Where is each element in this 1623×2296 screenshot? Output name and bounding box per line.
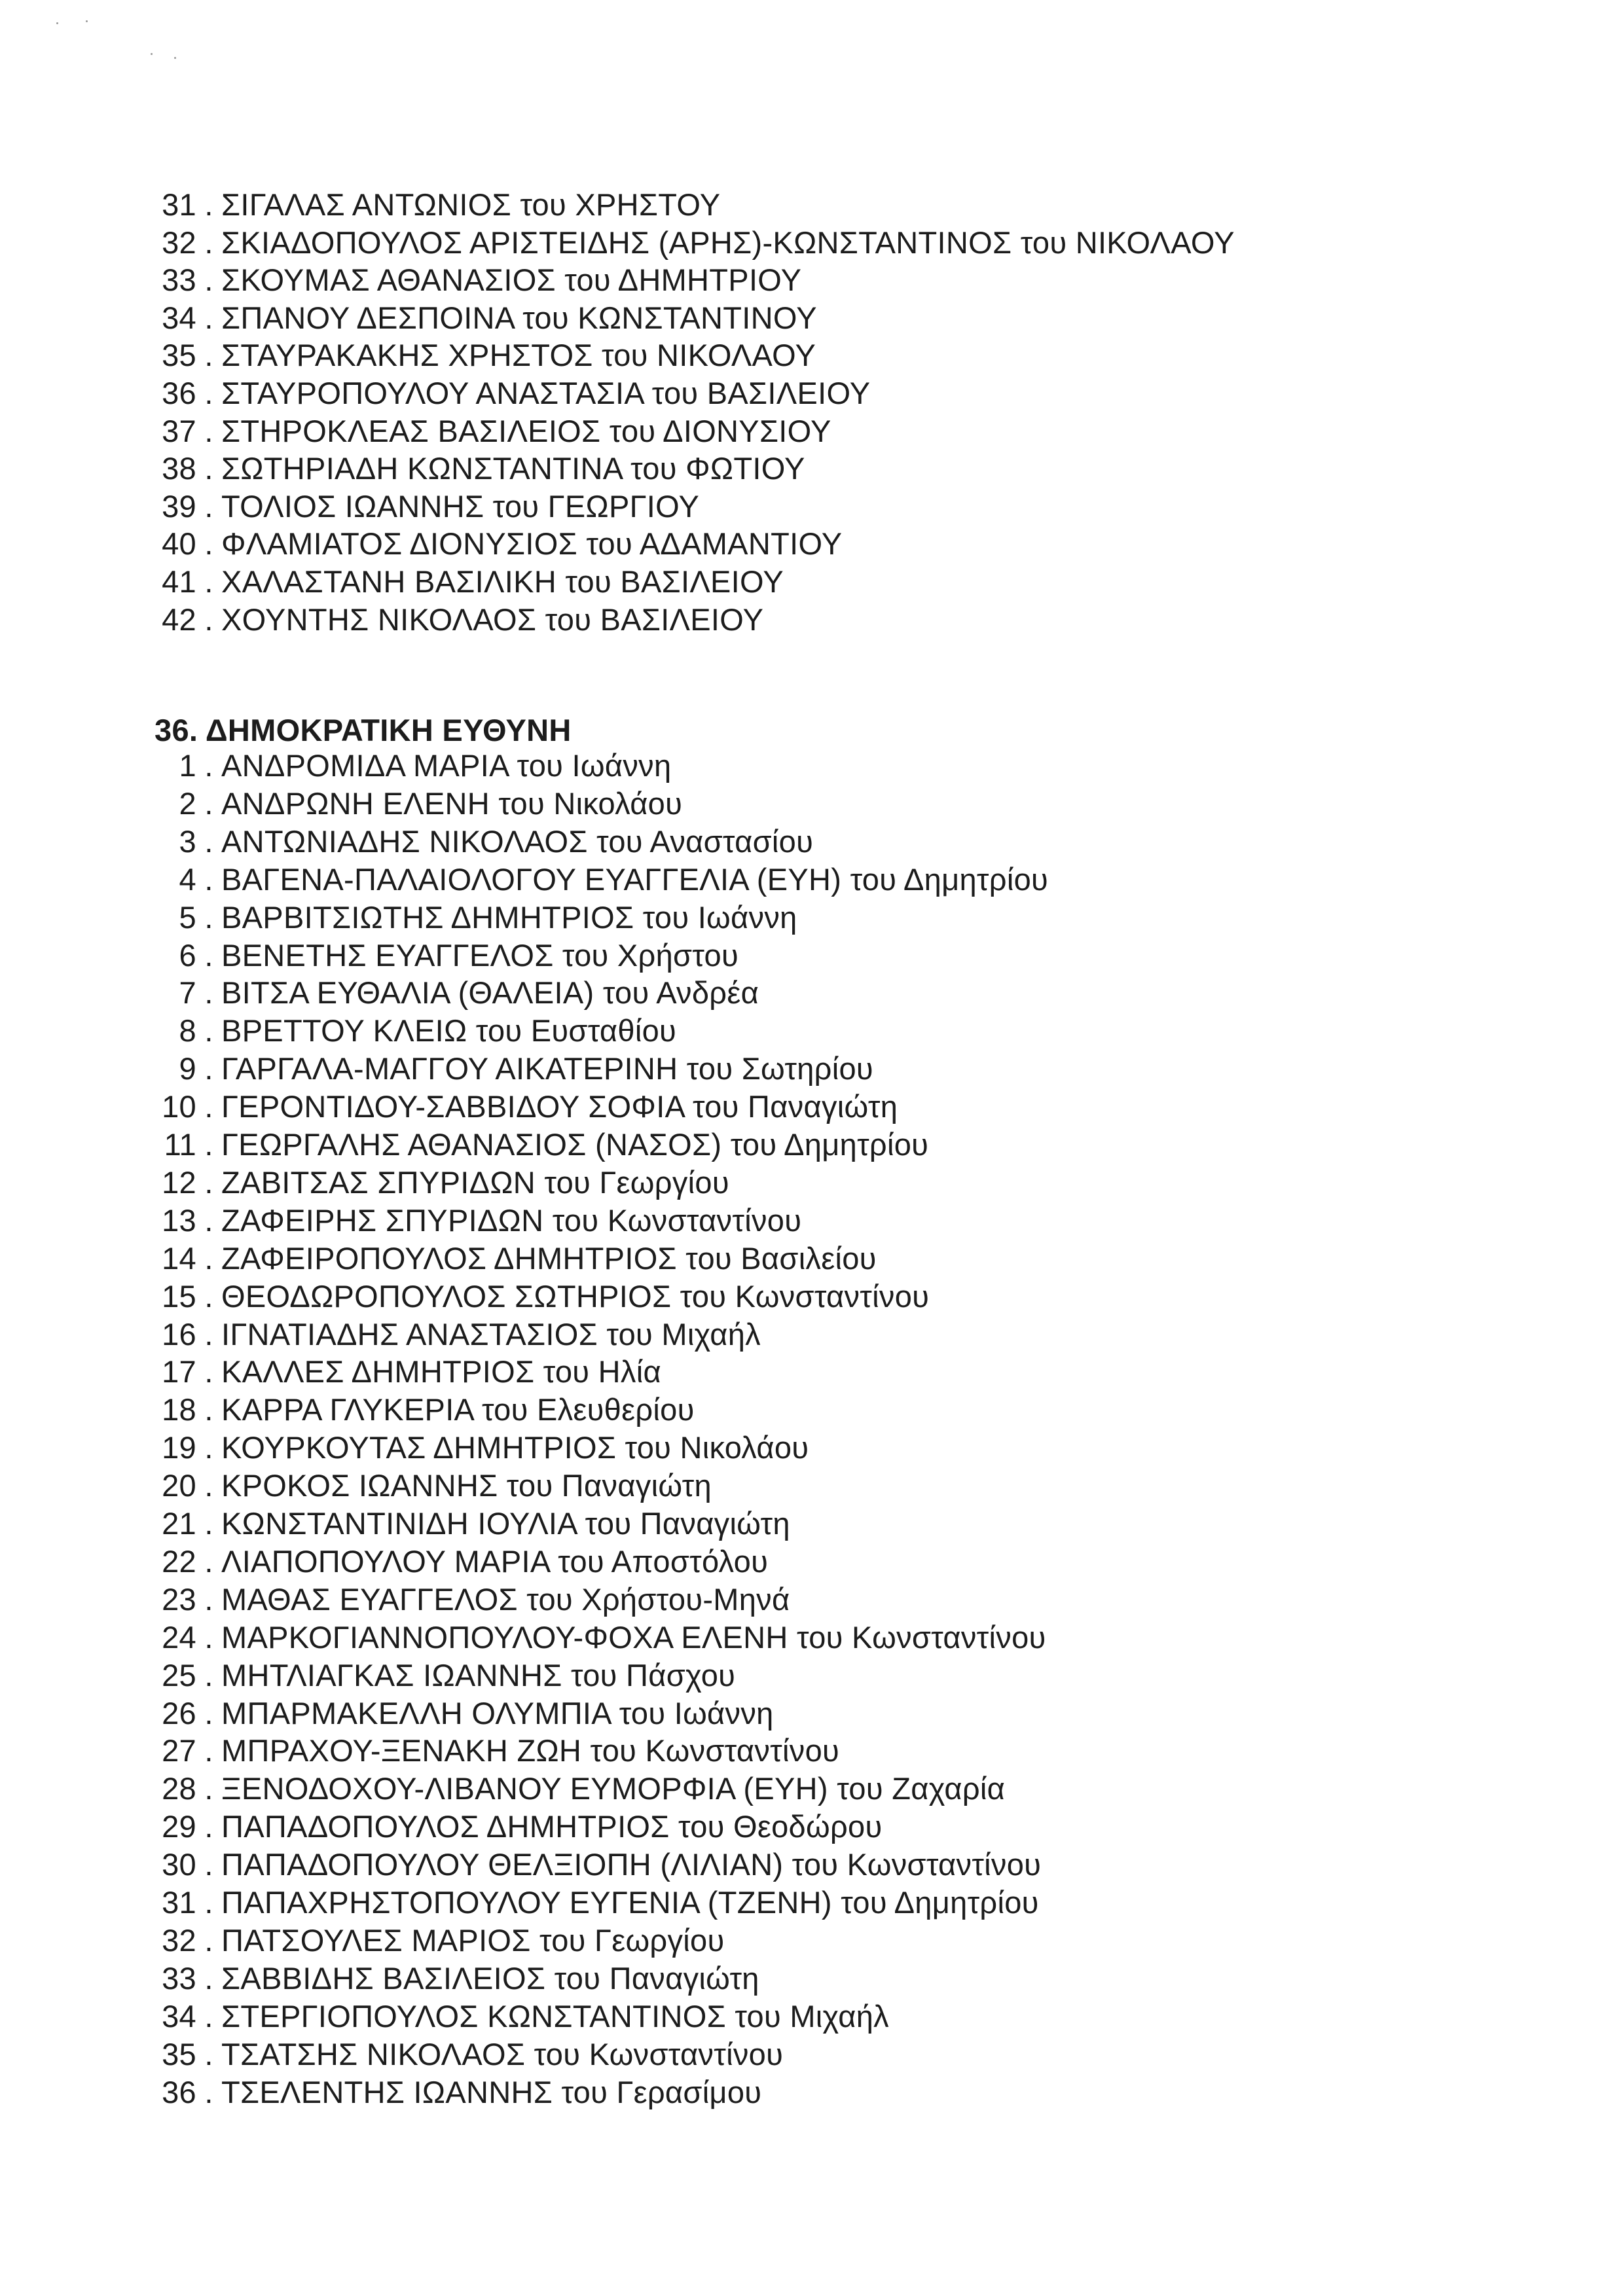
item-separator: . xyxy=(204,1885,213,1920)
item-separator: . xyxy=(204,823,213,859)
item-name: ΣΤΗΡΟΚΛΕΑΣ ΒΑΣΙΛΕΙΟΣ του ΔΙΟΝΥΣΙΟΥ xyxy=(221,413,831,448)
item-separator: . xyxy=(204,451,213,486)
item-number: 3 xyxy=(179,823,196,859)
item-number: 5 xyxy=(179,899,196,935)
list-item xyxy=(136,1126,928,1164)
item-separator: . xyxy=(204,564,213,599)
item-name: ΜΑΡΚΟΓΙΑΝΝΟΠΟΥΛΟΥ-ΦΟΧΑ ΕΛΕΝΗ του Κωνσταντίνου xyxy=(221,1619,1046,1655)
item-name: ΜΠΑΡΜΑΚΕΛΛΗ ΟΛΥΜΠΙΑ του Ιωάννη xyxy=(221,1695,774,1731)
item-number: 31 xyxy=(162,187,196,222)
item-name: ΤΣΕΛΕΝΤΗΣ ΙΩΑΝΝΗΣ του Γερασίμου xyxy=(221,2074,762,2109)
item-separator: . xyxy=(204,1127,213,1162)
scan-speck xyxy=(174,57,176,59)
item-number: 19 xyxy=(162,1430,196,1465)
list-item xyxy=(152,412,831,450)
list-item xyxy=(136,1846,1041,1884)
item-name: ΣΚΟΥΜΑΣ ΑΘΑΝΑΣΙΟΣ του ΔΗΜΗΤΡΙΟΥ xyxy=(221,262,802,298)
item-separator: . xyxy=(204,1468,213,1503)
item-name: ΒΕΝΕΤΗΣ ΕΥΑΓΓΕΛΟΣ του Χρήστου xyxy=(221,937,739,973)
item-separator: . xyxy=(204,338,213,373)
section-heading: 36. ΔΗΜΟΚΡΑΤΙΚΗ ΕΥΘΥΝΗ xyxy=(155,713,572,747)
list-item xyxy=(136,2036,783,2073)
list-item xyxy=(136,1391,695,1429)
item-number: 18 xyxy=(162,1392,196,1427)
list-item xyxy=(136,937,739,975)
item-number: 11 xyxy=(164,1127,196,1162)
item-separator: . xyxy=(204,224,213,260)
list-item xyxy=(136,785,682,823)
item-name: ΣΤΑΥΡΟΠΟΥΛΟΥ ΑΝΑΣΤΑΣΙΑ του ΒΑΣΙΛΕΙΟΥ xyxy=(221,376,871,410)
item-separator: . xyxy=(204,1809,213,1844)
item-separator: . xyxy=(204,1998,213,2034)
item-number: 12 xyxy=(162,1164,196,1200)
item-name: ΘΕΟΔΩΡΟΠΟΥΛΟΣ ΣΩΤΗΡΙΟΣ του Κωνσταντίνου xyxy=(221,1278,930,1314)
item-separator: . xyxy=(204,2036,213,2072)
item-name: ΞΕΝΟΔΟΧΟΥ-ΛΙΒΑΝΟΥ ΕΥΜΟΡΦΙΑ (ΕΥΗ) του Ζαχαρία xyxy=(221,1771,1006,1806)
item-separator: . xyxy=(204,1392,213,1427)
item-separator: . xyxy=(204,1354,213,1390)
list-item xyxy=(152,299,817,337)
item-name: ΓΑΡΓΑΛΑ-ΜΑΓΓΟΥ ΑΙΚΑΤΕΡΙΝΗ του Σωτηρίου xyxy=(221,1051,873,1086)
list-item xyxy=(136,1543,768,1581)
item-separator: . xyxy=(204,1771,213,1806)
item-name: ΑΝΤΩΝΙΑΔΗΣ ΝΙΚΟΛΑΟΣ του Αναστασίου xyxy=(221,823,814,859)
item-separator: . xyxy=(204,1695,213,1731)
list-item xyxy=(136,747,671,785)
list-item xyxy=(136,1429,809,1467)
item-name: ΓΕΡΟΝΤΙΔΟΥ-ΣΑΒΒΙΔΟΥ ΣΟΦΙΑ του Παναγιώτη xyxy=(221,1089,898,1124)
item-name: ΙΓΝΑΤΙΑΔΗΣ ΑΝΑΣΤΑΣΙΟΣ του Μιχαήλ xyxy=(221,1316,761,1352)
list-item xyxy=(136,1808,882,1846)
item-number: 17 xyxy=(162,1354,196,1390)
item-separator: . xyxy=(204,1202,213,1238)
item-name: ΛΙΑΠΟΠΟΥΛΟΥ ΜΑΡΙΑ του Αποστόλου xyxy=(221,1543,769,1579)
item-number: 34 xyxy=(162,1998,196,2034)
list-item xyxy=(136,1998,889,2036)
item-name: ΖΑΦΕΙΡΟΠΟΥΛΟΣ ΔΗΜΗΤΡΙΟΣ του Βασιλείου xyxy=(221,1240,877,1276)
item-number: 35 xyxy=(162,2036,196,2072)
item-separator: . xyxy=(204,488,213,524)
item-number: 30 xyxy=(162,1847,196,1882)
item-separator: . xyxy=(204,1543,213,1579)
item-name: ΒΑΡΒΙΤΣΙΩΤΗΣ ΔΗΜΗΤΡΙΟΣ του Ιωάννη xyxy=(221,899,797,935)
item-separator: . xyxy=(204,899,213,935)
item-number: 41 xyxy=(162,564,196,599)
item-number: 40 xyxy=(162,526,196,562)
item-separator: . xyxy=(204,1316,213,1352)
list-item xyxy=(152,261,801,299)
list-item xyxy=(136,1884,1039,1922)
item-number: 9 xyxy=(179,1051,196,1086)
item-number: 34 xyxy=(162,300,196,335)
list-item xyxy=(136,823,813,861)
item-number: 33 xyxy=(162,262,196,298)
item-number: 24 xyxy=(162,1619,196,1655)
list-item xyxy=(136,1012,676,1050)
list-item xyxy=(136,1202,801,1240)
item-separator: . xyxy=(204,2074,213,2109)
item-separator: . xyxy=(204,1960,213,1996)
list-item xyxy=(136,1505,790,1543)
item-name: ΤΣΑΤΣΗΣ ΝΙΚΟΛΑΟΣ του Κωνσταντίνου xyxy=(221,2036,784,2072)
item-number: 36 xyxy=(162,2074,196,2109)
item-number: 4 xyxy=(179,861,196,897)
list-item xyxy=(136,899,797,937)
item-separator: . xyxy=(204,1164,213,1200)
scan-speck xyxy=(151,53,153,55)
item-name: ΤΟΛΙΟΣ ΙΩΑΝΝΗΣ του ΓΕΩΡΓΙΟΥ xyxy=(221,488,700,524)
item-name: ΠΑΤΣΟΥΛΕΣ ΜΑΡΙΟΣ του Γεωργίου xyxy=(221,1922,725,1958)
item-name: ΣΤΕΡΓΙΟΠΟΥΛΟΣ ΚΩΝΣΤΑΝΤΙΝΟΣ του Μιχαήλ xyxy=(221,1998,889,2034)
item-separator: . xyxy=(204,601,213,637)
item-separator: . xyxy=(204,262,213,298)
list-item xyxy=(136,2073,761,2111)
list-item xyxy=(136,1467,712,1505)
item-number: 31 xyxy=(162,1885,196,1920)
item-number: 8 xyxy=(179,1013,196,1049)
item-name: ΣΩΤΗΡΙΑΔΗ ΚΩΝΣΤΑΝΤΙΝΑ του ΦΩΤΙΟΥ xyxy=(221,451,805,486)
item-separator: . xyxy=(204,300,213,335)
list-item xyxy=(136,1050,873,1088)
item-separator: . xyxy=(204,1089,213,1124)
item-number: 33 xyxy=(162,1960,196,1996)
item-separator: . xyxy=(204,1619,213,1655)
list-item xyxy=(136,1164,729,1202)
list-item xyxy=(136,1732,839,1770)
item-name: ΒΡΕΤΤΟΥ ΚΛΕΙΩ του Ευσταθίου xyxy=(221,1013,677,1049)
list-item xyxy=(136,1770,1005,1808)
item-separator: . xyxy=(204,1240,213,1276)
list-item xyxy=(136,1695,774,1732)
item-number: 7 xyxy=(179,975,196,1011)
item-number: 32 xyxy=(162,1922,196,1958)
item-separator: . xyxy=(204,526,213,562)
item-number: 38 xyxy=(162,451,196,486)
item-separator: . xyxy=(204,376,213,410)
item-name: ΒΙΤΣΑ ΕΥΘΑΛΙΑ (ΘΑΛΕΙΑ) του Ανδρέα xyxy=(221,975,759,1011)
item-name: ΜΑΘΑΣ ΕΥΑΓΓΕΛΟΣ του Χρήστου-Μηνά xyxy=(221,1581,790,1617)
item-name: ΚΩΝΣΤΑΝΤΙΝΙΔΗ ΙΟΥΛΙΑ του Παναγιώτη xyxy=(221,1506,790,1541)
item-number: 13 xyxy=(162,1202,196,1238)
item-separator: . xyxy=(204,413,213,448)
list-item xyxy=(152,563,784,601)
item-separator: . xyxy=(204,1657,213,1693)
item-separator: . xyxy=(204,1922,213,1958)
list-item xyxy=(152,601,763,639)
item-name: ΖΑΒΙΤΣΑΣ ΣΠΥΡΙΔΩΝ του Γεωργίου xyxy=(221,1164,729,1200)
list-item xyxy=(152,224,1235,262)
item-number: 15 xyxy=(162,1278,196,1314)
list-item xyxy=(136,1088,898,1126)
item-number: 28 xyxy=(162,1771,196,1806)
item-separator: . xyxy=(204,1430,213,1465)
item-number: 36 xyxy=(162,376,196,410)
item-number: 27 xyxy=(162,1733,196,1768)
item-name: ΚΡΟΚΟΣ ΙΩΑΝΝΗΣ του Παναγιώτη xyxy=(221,1468,712,1503)
item-number: 35 xyxy=(162,338,196,373)
list-item xyxy=(152,336,816,374)
item-separator: . xyxy=(204,975,213,1011)
list-item xyxy=(136,974,759,1012)
item-name: ΖΑΦΕΙΡΗΣ ΣΠΥΡΙΔΩΝ του Κωνσταντίνου xyxy=(221,1202,802,1238)
list-item xyxy=(136,1353,661,1391)
item-number: 10 xyxy=(162,1089,196,1124)
item-name: ΓΕΩΡΓΑΛΗΣ ΑΘΑΝΑΣΙΟΣ (ΝΑΣΟΣ) του Δημητρίου xyxy=(221,1127,929,1162)
item-name: ΜΗΤΛΙΑΓΚΑΣ ΙΩΑΝΝΗΣ του Πάσχου xyxy=(221,1657,736,1693)
item-separator: . xyxy=(204,748,213,783)
item-separator: . xyxy=(204,1013,213,1049)
item-name: ΚΑΡΡΑ ΓΛΥΚΕΡΙΑ του Ελευθερίου xyxy=(221,1392,695,1427)
item-name: ΚΑΛΛΕΣ ΔΗΜΗΤΡΙΟΣ του Ηλία xyxy=(221,1354,661,1390)
scan-speck xyxy=(56,22,58,24)
item-number: 42 xyxy=(162,601,196,637)
scan-speck xyxy=(86,20,88,22)
item-name: ΧΟΥΝΤΗΣ ΝΙΚΟΛΑΟΣ του ΒΑΣΙΛΕΙΟΥ xyxy=(221,601,764,637)
item-separator: . xyxy=(204,1506,213,1541)
list-item xyxy=(136,1922,724,1960)
list-item xyxy=(152,374,870,412)
item-separator: . xyxy=(204,861,213,897)
list-item xyxy=(136,1657,735,1695)
item-number: 16 xyxy=(162,1316,196,1352)
list-item xyxy=(136,1316,761,1354)
item-name: ΦΛΑΜΙΑΤΟΣ ΔΙΟΝΥΣΙΟΣ του ΑΔΑΜΑΝΤΙΟΥ xyxy=(221,526,843,562)
item-number: 32 xyxy=(162,224,196,260)
item-separator: . xyxy=(204,1733,213,1768)
list-item xyxy=(136,1619,1046,1657)
item-name: ΣΑΒΒΙΔΗΣ ΒΑΣΙΛΕΙΟΣ του Παναγιώτη xyxy=(221,1960,759,1996)
item-number: 37 xyxy=(162,413,196,448)
item-separator: . xyxy=(204,937,213,973)
item-name: ΧΑΛΑΣΤΑΝΗ ΒΑΣΙΛΙΚΗ του ΒΑΣΙΛΕΙΟΥ xyxy=(221,564,784,599)
item-number: 1 xyxy=(179,748,196,783)
item-number: 22 xyxy=(162,1543,196,1579)
list-item xyxy=(152,525,842,563)
list-item xyxy=(136,1240,877,1278)
list-item xyxy=(152,488,699,526)
item-separator: . xyxy=(204,187,213,222)
item-name: ΑΝΔΡΟΜΙΔΑ ΜΑΡΙΑ του Ιωάννη xyxy=(221,748,672,783)
item-name: ΣΤΑΥΡΑΚΑΚΗΣ ΧΡΗΣΤΟΣ του ΝΙΚΟΛΑΟΥ xyxy=(221,338,816,373)
item-name: ΠΑΠΑΔΟΠΟΥΛΟΣ ΔΗΜΗΤΡΙΟΣ του Θεοδώρου xyxy=(221,1809,883,1844)
item-separator: . xyxy=(204,1847,213,1882)
item-name: ΠΑΠΑΧΡΗΣΤΟΠΟΥΛΟΥ ΕΥΓΕΝΙΑ (ΤΖΕΝΗ) του Δημητρίου xyxy=(221,1885,1039,1920)
item-number: 23 xyxy=(162,1581,196,1617)
item-name: ΠΑΠΑΔΟΠΟΥΛΟΥ ΘΕΛΞΙΟΠΗ (ΛΙΛΙΑΝ) του Κωνσταντίνου xyxy=(221,1847,1042,1882)
item-number: 29 xyxy=(162,1809,196,1844)
item-name: ΑΝΔΡΩΝΗ ΕΛΕΝΗ του Νικολάου xyxy=(221,785,683,821)
list-item xyxy=(152,450,805,488)
item-number: 14 xyxy=(162,1240,196,1276)
item-separator: . xyxy=(204,1278,213,1314)
list-item xyxy=(136,1581,790,1619)
item-name: ΜΠΡΑΧΟΥ-ΞΕΝΑΚΗ ΖΩΗ του Κωνσταντίνου xyxy=(221,1733,840,1768)
item-number: 26 xyxy=(162,1695,196,1731)
item-name: ΚΟΥΡΚΟΥΤΑΣ ΔΗΜΗΤΡΙΟΣ του Νικολάου xyxy=(221,1430,809,1465)
list-item xyxy=(136,1960,759,1998)
item-number: 2 xyxy=(179,785,196,821)
item-name: ΒΑΓΕΝΑ-ΠΑΛΑΙΟΛΟΓΟΥ ΕΥΑΓΓΕΛΙΑ (ΕΥΗ) του Δημητρίου xyxy=(221,861,1049,897)
item-number: 6 xyxy=(179,937,196,973)
item-number: 21 xyxy=(162,1506,196,1541)
item-name: ΣΠΑΝΟΥ ΔΕΣΠΟΙΝΑ του ΚΩΝΣΤΑΝΤΙΝΟΥ xyxy=(221,300,817,335)
item-separator: . xyxy=(204,1051,213,1086)
list-item xyxy=(152,186,720,224)
item-number: 39 xyxy=(162,488,196,524)
list-item xyxy=(136,861,1048,899)
item-name: ΣΙΓΑΛΑΣ ΑΝΤΩΝΙΟΣ του ΧΡΗΣΤΟΥ xyxy=(221,187,721,222)
item-name: ΣΚΙΑΔΟΠΟΥΛΟΣ ΑΡΙΣΤΕΙΔΗΣ (ΑΡΗΣ)-ΚΩΝΣΤΑΝΤΙΝΟΣ του ΝΙΚΟΛΑΟΥ xyxy=(221,224,1235,260)
list-item xyxy=(136,1278,929,1316)
item-number: 20 xyxy=(162,1468,196,1503)
item-number: 25 xyxy=(162,1657,196,1693)
item-separator: . xyxy=(204,1581,213,1617)
item-separator: . xyxy=(204,785,213,821)
